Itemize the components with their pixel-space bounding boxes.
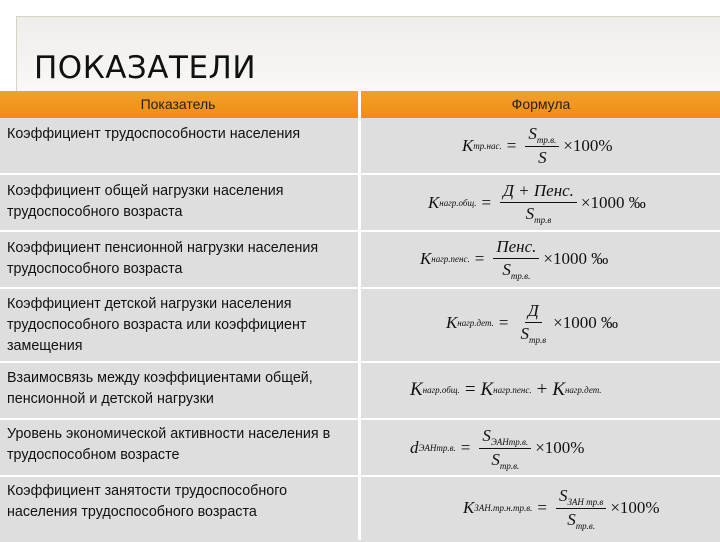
header-formula: Формула — [511, 96, 571, 112]
formula: К ЗАН.тр.н.тр.в. = $\frac{S_{ЗАН тр.в}}{S_{тр.в.}}$ ×100% — [463, 485, 660, 531]
row-label: Коэффициент пенсионной нагрузки населения трудоспособного возраста — [7, 240, 319, 277]
column-divider — [358, 91, 361, 540]
formula: К нагр.пенс. = $\frac{\text{Пенс.}}{S_{тр.в.}}$ ×1000 ‰ — [420, 237, 609, 281]
formula: К нагр.дет. = $\frac{Д}{S_{тр.в}}$ ×1000 ‰ — [446, 301, 619, 345]
row-label: Коэффициент трудоспособности населения — [7, 126, 301, 142]
header-indicator: Показатель — [140, 96, 216, 112]
slide-title: ПОКАЗАТЕЛИ — [34, 50, 257, 86]
row-label: Взаимосвязь между коэффициентами общей, пенсионной и детской нагрузки — [7, 370, 313, 407]
formula: К нагр.общ. = $\frac{\text{Д + Пенс.}}{S_{тр.в}}$ ×1000 ‰ — [428, 181, 646, 225]
formula: К тр.нас. = $\frac{S_{тр.в.}}{S}$ ×100% — [462, 124, 613, 167]
row-label: Уровень экономической активности населения в трудоспособном возрасте — [7, 426, 331, 463]
row-label: Коэффициент занятости трудоспособного населения трудоспособного возраста — [7, 483, 288, 520]
row-label: Коэффициент детской нагрузки населения трудоспособного возраста или коэффициент замещения — [7, 296, 307, 354]
formula: d ЭАНтр.в. = $\frac{S_{ЭАНтр.в.}}{S_{тр.в.}}$ ×100% — [410, 425, 585, 471]
formula: К нагр.общ. = К нагр.пенс. + К нагр.дет. — [410, 379, 602, 400]
row-label: Коэффициент общей нагрузки населения трудоспособного возраста — [7, 183, 284, 220]
